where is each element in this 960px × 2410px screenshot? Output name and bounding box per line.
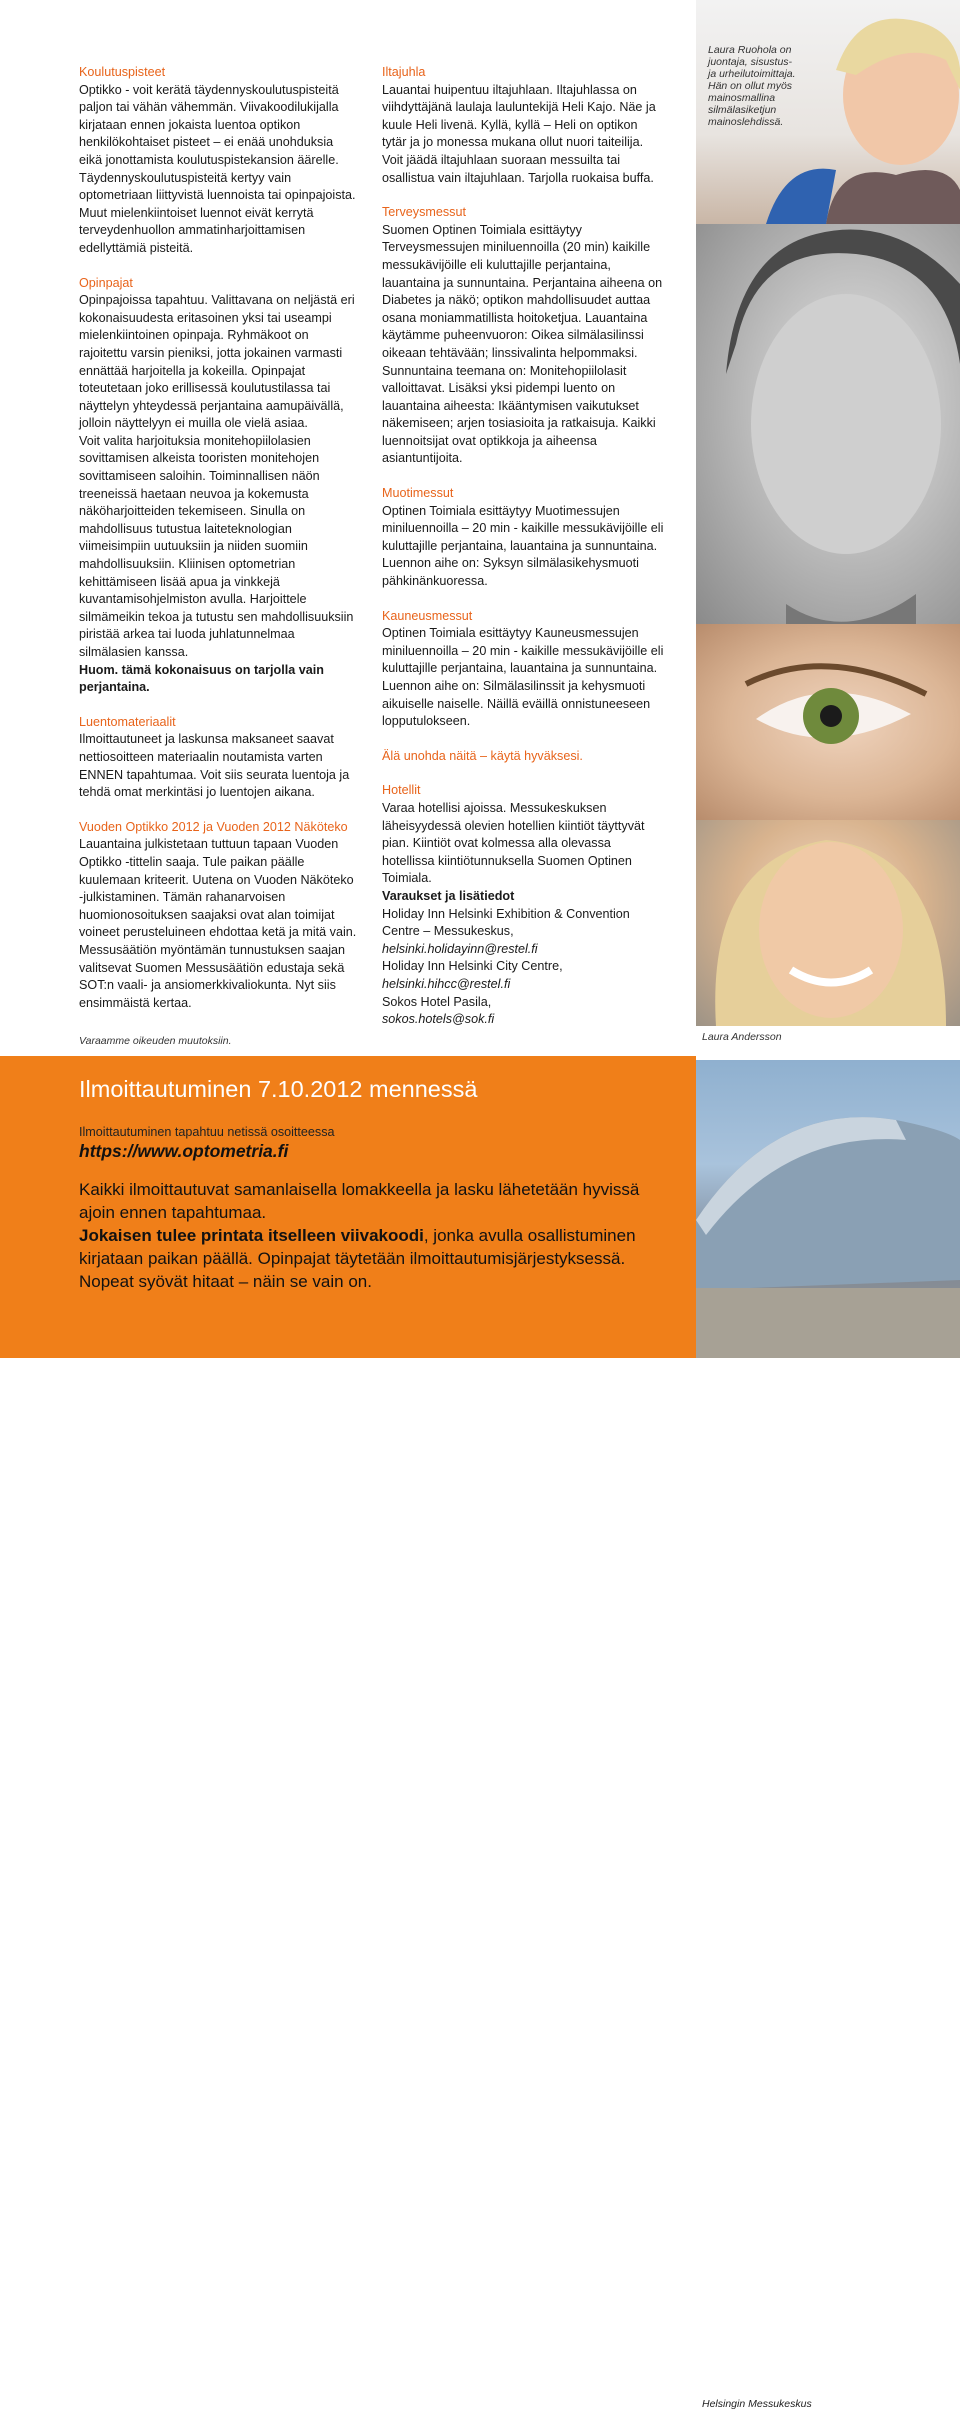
reminder-text: Älä unohda näitä – käytä hyväksesi. [382, 748, 583, 763]
hotel-3-email[interactable]: sokos.hotels@sok.fi [382, 1012, 495, 1027]
hotel-3: Sokos Hotel Pasila, [382, 994, 492, 1009]
registration-intro: Ilmoittautuminen tapahtuu netissä osoitteessa [79, 1125, 335, 1139]
section-koulutuspisteet [79, 64, 357, 258]
left-column [79, 64, 357, 1029]
heading-opinpajat: Opinpajat [79, 275, 133, 290]
section-kauneusmessut [382, 608, 665, 731]
building-illustration [696, 1060, 960, 1358]
text-varaukset: Varaukset ja lisätiedot [382, 888, 515, 903]
registration-text-2 [79, 1224, 679, 1293]
heading-kauneusmessut: Kauneusmessut [382, 608, 473, 623]
registration-text-2-rest: , jonka avulla osallistuminen kirjataan paikan päällä. Opinpajat täytetään ilmoittautumisjärjestyksessä. Nopeat syövät hitaat – näin se vain on. [79, 1226, 636, 1291]
text-hotellit: Varaa hotellisi ajoissa. Messukeskuksen läheisyydessä olevien hotellien kiintiöt täyttyvät pian. Kiintiöt ovat kolmessa alla olevassa hotellissa kiintiötunnuksella Suomen Optinen Toimiala. [382, 800, 645, 886]
section-opinpajat [79, 275, 357, 697]
section-muotimessut [382, 485, 665, 591]
caption-laura-andersson: Laura Andersson [702, 1031, 782, 1043]
text-terveysmessut: Suomen Optinen Toimiala esittäytyy Terveysmessujen miniluennoilla (20 min) kaikille messukävijöille eli kuluttajille perjantaina, lauantaina ja sunnuntaina. Perjantaina aiheena on Diabetes ja näkö; optikon mahdollisuudet auttaa osana moniammatillista hoitoketjua. Lauantaina käytämme puheenvuoron: Oikea silmälasilinssi oikeaan tehtävään; linssivalinta helpommaksi. Sunnuntaina teemana on: Monitehopiilolasit valloittavat. Lisäksi yksi pidempi luento on lauantaina aiheesta: Ikääntymisen vaikutukset näkemiseen; arjen tosiasioita ja ratkaisuja. Kaikki luennoitsijat ovat optikkoja ja aiheensa asiantuntijoita. [382, 222, 663, 466]
text-opinpajat-note: Huom. tämä kokonaisuus on tarjolla vain perjantaina. [79, 662, 324, 695]
registration-text-2-bold: Jokaisen tulee printata itselleen viivakoodi [79, 1226, 424, 1245]
heading-koulutuspisteet: Koulutuspisteet [79, 65, 166, 79]
text-opinpajat-1: Opinpajoissa tapahtuu. Valittavana on neljästä eri kokonaisuudesta eritasoinen yksi tai useampi mielenkiintoinen opinpaja. Ryhmäkoot on rajoitettu varsin pieniksi, jotta jokainen varmasti ennättää harjoitella ja kokeilla. Opinpajat toteutetaan joko erillisessä koulutustilassa tai näyttelyn yhteydessä perjantaina aamupäivällä, jolloin näyttelyyn ei muilla ole vielä asiaa. [79, 293, 355, 431]
photo-laura-ruohola [696, 0, 960, 224]
section-hotellit [382, 782, 665, 1028]
text-koulutuspisteet: Optikko - voit kerätä täydennyskoulutuspisteitä paljon tai vähän vähemmän. Viivakoodilukijalla kirjataan ennen jokaista luentoa optikon henkilökohtaiset pisteet – ei enää unohduksia eikä jonottamista koulutuspistekansion äärelle. Täydennyskoulutuspisteitä kertyy vain optometriaan liittyvistä luennoista tai opinpajoista. Muut mielenkiintoiset luennot eivät kerrytä terveydenhuollon ammatinharjoittamisen edellyttämiä pisteitä. [79, 82, 356, 255]
registration-text-1: Kaikki ilmoittautuvat samanlaisella lomakkeella ja lasku lähetetään hyvissä ajoin ennen tapahtumaa. [79, 1180, 640, 1222]
caption-helsingin-messukeskus: Helsingin Messukeskus [702, 2398, 812, 2410]
photo-column [696, 0, 960, 2410]
photo-laura-andersson [696, 820, 960, 1026]
section-iltajuhla [382, 64, 665, 187]
caption-laura-ruohola: Laura Ruohola on juontaja, sisustus-ja urheilutoimittaja. Hän on ollut myös mainosmallina silmälasiketjun mainoslehdissä. [708, 44, 796, 128]
heading-luentomateriaalit: Luentomateriaalit [79, 714, 176, 729]
disclaimer-note: Varaamme oikeuden muutoksiin. [79, 1035, 232, 1047]
registration-band [0, 1056, 696, 1358]
section-luentomateriaalit [79, 714, 357, 802]
registration-url-link[interactable]: https://www.optometria.fi [79, 1141, 289, 1161]
section-terveysmessut [382, 204, 665, 468]
hotel-1-email[interactable]: helsinki.holidayinn@restel.fi [382, 941, 538, 956]
text-luentomateriaalit: Ilmoittautuneet ja laskunsa maksaneet saavat nettiosoitteen materiaalin noutamista varten ENNEN tapahtumaa. Voit siis seurata luentoja ja tehdä omat merkintäsi jo luentojen aikana. [79, 732, 350, 800]
heading-vuoden-optikko: Vuoden Optikko 2012 ja Vuoden 2012 Näköteko [79, 819, 348, 834]
text-iltajuhla: Lauantai huipentuu iltajuhlaan. Iltajuhlassa on viihdyttäjänä laulaja lauluntekijä Heli Kajo. Näe ja kuule Heli livenä. Kyllä, kyllä – Heli on optikon tytär ja jo monessa mukana ollut nuori taiteilija. Voit jäädä iltajuhlaan suoraan messuilta tai osallistua vain iltajuhlaan. Tarjolla ruokaisa buffa. [382, 82, 656, 185]
registration-title: Ilmoittautuminen 7.10.2012 mennessä [79, 1076, 478, 1102]
middle-column [382, 64, 665, 1046]
hotel-1: Holiday Inn Helsinki Exhibition & Convention Centre – Messukeskus, [382, 906, 630, 939]
text-kauneusmessut: Optinen Toimiala esittäytyy Kauneusmessujen miniluennoilla – 20 min - kaikille messukävijöille eli kuluttajille perjantaina, lauantaina ja sunnuntaina. Luennon aihe on: Silmälasilinssit ja kehysmuoti aikuiselle naiselle. Näillä eväillä onnistuneeseen lopputulokseen. [382, 626, 664, 729]
text-opinpajat-2: Voit valita harjoituksia monitehopiilolasien sovittamisen alkeista tooristen monitehojen sovittamiseen saloihin. Toiminnallisen näön treeneissä haetaan neuvoa ja kokemusta näköharjoitteiden tekemiseen. Sinulla on mahdollisuus tutustua laiteteknologian viimeisimpiin uutuuksiin ja niiden suomiin mahdollisuuksiin. Kliinisen optometrian kehittämiseen lisää apua ja vinkkejä kuvantamisohjelmiston avulla. Harjoittele silmämeikin tekoa ja tutustu sen mahdollisuuksiin piristää arkea tai luoda juhlatunnelmaa silmälasien kanssa. [79, 433, 354, 659]
heading-iltajuhla: Iltajuhla [382, 65, 426, 79]
text-muotimessut: Optinen Toimiala esittäytyy Muotimessujen miniluennoilla – 20 min - kaikille messukävijöille eli kuluttajille perjantaina, lauantaina ja sunnuntaina. Luennon aihe on: Syksyn silmälasikehysmuoti pähkinänkuoressa. [382, 503, 664, 589]
hotel-2-email[interactable]: helsinki.hihcc@restel.fi [382, 976, 511, 991]
portrait-illustration-3 [696, 820, 960, 1026]
heading-hotellit: Hotellit [382, 783, 421, 798]
hotel-2: Holiday Inn Helsinki City Centre, [382, 959, 563, 974]
eye-illustration [696, 624, 960, 820]
text-vuoden-optikko: Lauantaina julkistetaan tuttuun tapaan Vuoden Optikko -tittelin saaja. Tule paikan päälle kuulemaan kriteerit. Uutena on Vuoden Näköteko -julkistaminen. Tämän rahanarvoisen huomionosoituksen saajaksi ovat alan toimijat voineet perusteluineen ehdottaa ketä ja mitä vain. Messusäätiön myöntämän tunnustuksen saajan valitsevat Suomen Messusäätiön edustaja sekä SOT:n vaali- ja ansiomerkkivaliokunta. Nyt siis ensimmäistä kertaa. [79, 837, 357, 1010]
section-vuoden-optikko [79, 819, 357, 1013]
heading-terveysmessut: Terveysmessut [382, 205, 466, 220]
photo-lisa-sounio [696, 224, 960, 624]
registration-content [79, 1074, 679, 1293]
photo-helsingin-messukeskus [696, 1060, 960, 2410]
portrait-illustration-2 [696, 224, 960, 624]
photo-eye-closeup [696, 624, 960, 820]
heading-muotimessut: Muotimessut [382, 486, 454, 501]
